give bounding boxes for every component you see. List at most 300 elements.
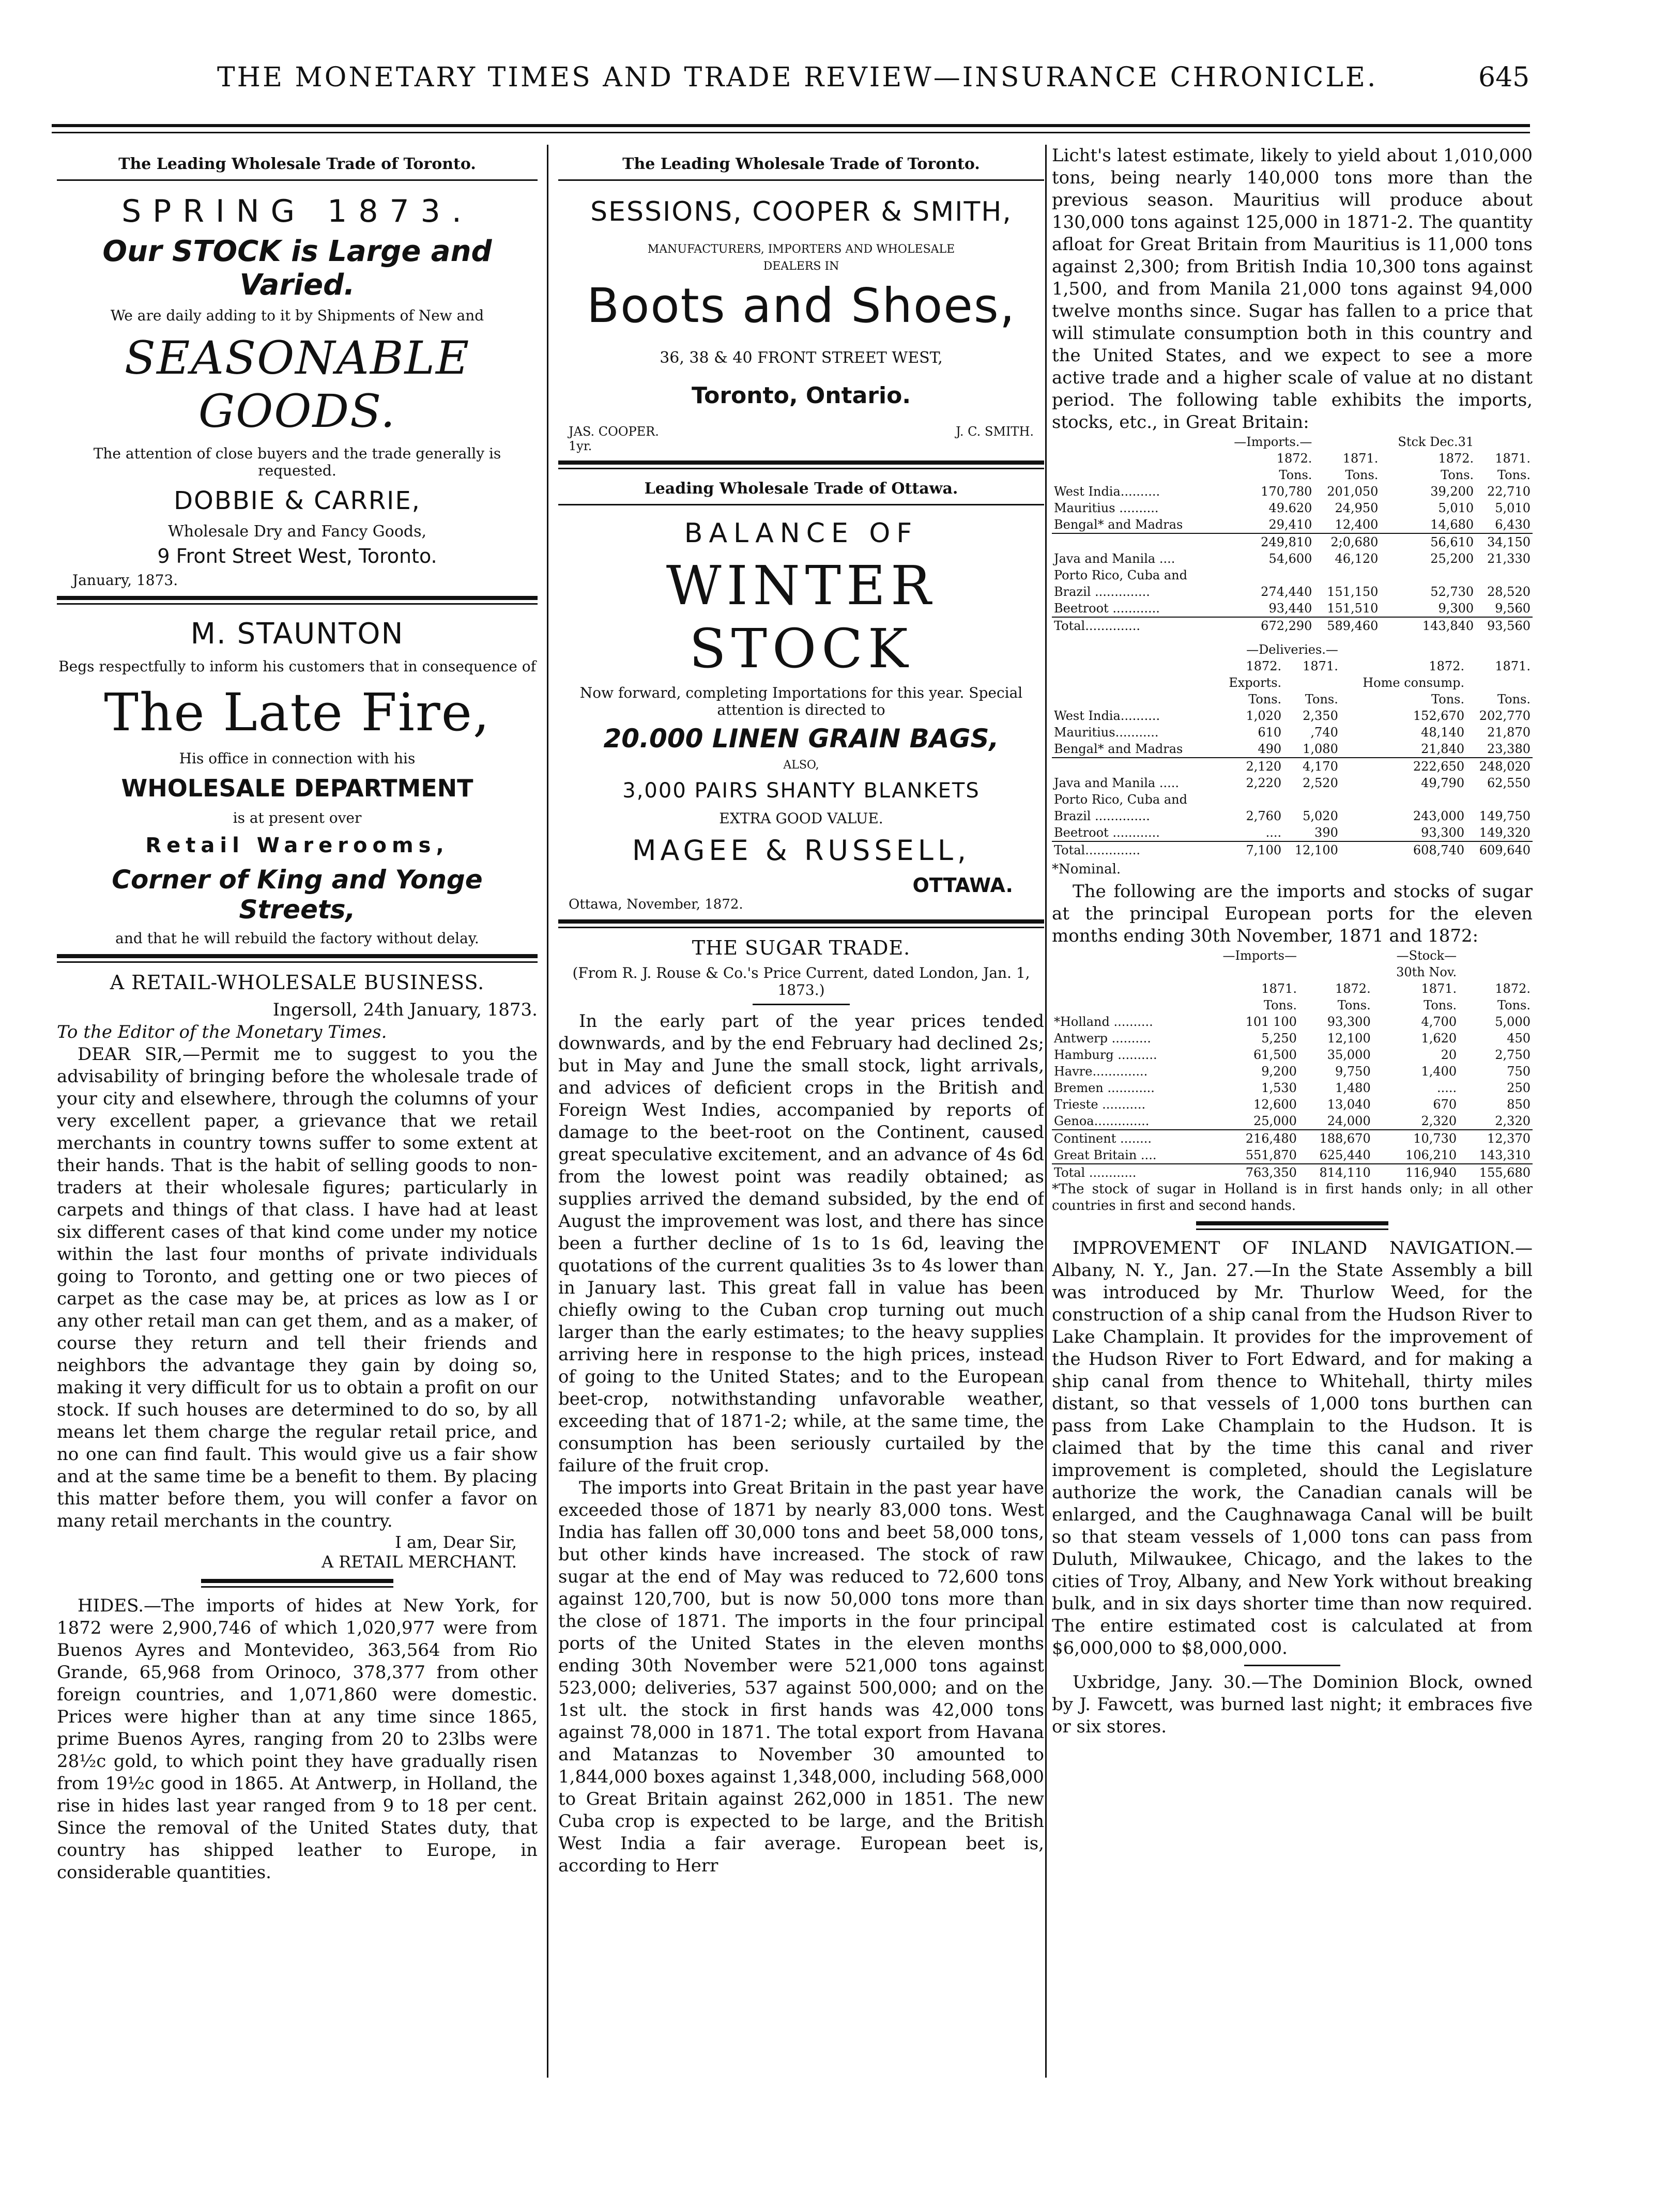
table-cell: 24,000 (1327, 1114, 1371, 1128)
table-cell: *Holland .......... (1054, 1015, 1153, 1029)
table-header-cell: 1872. (1246, 659, 1282, 673)
table-cell: 9,560 (1495, 601, 1531, 616)
ad-season: SPRING 1873. (121, 193, 473, 229)
table-cell: 6,430 (1495, 517, 1531, 532)
table-header-cell (1052, 434, 1216, 450)
article-paragraph: In the early part of the year prices tended downwards, and by the end February had declined 2s; but in May and June the small stock, light arrivals, and advices of deficient crops in the British and Foreign West Indies, accompanied by reports of damage to the beet-root on the Continent, caused great speculative excitement, and an advance of 4s 6d from the lowest point was readily obtained; as supplies arrived the demand subsided, by the end of August the improvement was lost, and there has since been a further decline of 1s to 1s 6d, leaving the quotations of the current qualities 3s to 4s lower than in January last. This great fall in value has been chiefly owing to the Cuban crop turning out much larger than the early estimates; to the heavy supplies arriving here in response to the high prices, instead of going to the United States; and to the European beet-crop, notwithstanding unfavorable weather, exceeding that of 1871-2; while, at the same time, the consumption has been seriously curtailed by the failure of the fruit crop. (558, 1011, 1044, 1476)
table-cell: 93,300 (1421, 825, 1465, 840)
table-cell (1052, 533, 1216, 550)
table-cell: 143,310 (1479, 1148, 1531, 1162)
divider (201, 1579, 393, 1588)
ad-line: Begs respectfully to inform his customers that in consequence of (58, 658, 536, 675)
table-cell: 48,140 (1421, 725, 1465, 740)
table-cell: ..... (1437, 1081, 1457, 1095)
ad-balance: BALANCE OF (684, 518, 919, 549)
ad-big-text: Boots and Shoes, (586, 278, 1016, 333)
table-header-cell (1195, 964, 1299, 980)
ad-kicker: Leading Wholesale Trade of Ottawa. (644, 480, 958, 498)
table-cell: 12,100 (1283, 841, 1340, 858)
table-cell: Porto Rico, Cuba and (1054, 792, 1187, 807)
table-cell: 1,480 (1335, 1081, 1371, 1095)
table-header-cell (1466, 674, 1533, 691)
ad-firm: SESSIONS, COOPER & SMITH, (590, 196, 1012, 227)
table-cell: Beetroot ............ (1054, 601, 1160, 616)
table-cell: 5,000 (1495, 1015, 1531, 1029)
article-hides: HIDES.—The imports of hides at New York, for 1872 were 2,900,746 of which 1,020,977 were from Buenos Ayres and Montevideo, 363,564 from Rio Grande, 65,968 from Orinoco, 378,377 from other foreign countries, and 1,071,860 were domestic. Prices were higher than at any time since 1865, prime Buenos Ayres, ranging from 20 to 23lbs were 28½c gold, to which point they have gradually risen from 19½c good in 1865. At Antwerp, in Holland, the rise in hides last year ranged from 9 to 18 per cent. Since the removal of the United States duty, that country has shipped leather to Europe, in considerable quantities. (57, 1595, 538, 1883)
table-footnote: *The stock of sugar in Holland is in first hands only; in all other countries in first and second hands. (1052, 1181, 1533, 1213)
ad-big-text: SEASONABLE GOODS. (124, 331, 470, 438)
table-cell: 450 (1507, 1031, 1531, 1046)
table-cell: 1,620 (1421, 1031, 1457, 1046)
article-title: A RETAIL-WHOLESALE BUSINESS. (110, 971, 485, 994)
ad-corner: Corner of King and Yonge Streets, (112, 865, 483, 925)
table-cell: 20 (1441, 1048, 1457, 1062)
article-title: IMPROVEMENT OF INLAND NAVIGATION. (1073, 1238, 1515, 1258)
advertisement-staunton (57, 617, 538, 947)
ad-warerooms: Retail Warerooms, (145, 834, 449, 857)
table-header-cell: —Imports— (1222, 948, 1297, 963)
table-cell: 56,610 (1380, 533, 1476, 550)
table-cell: 49.620 (1268, 501, 1312, 515)
table-cell: 54,600 (1268, 551, 1312, 566)
table-header-cell: Tons. (1497, 468, 1531, 482)
table-header-cell: Tons. (1424, 998, 1457, 1012)
table-cell: 9,200 (1261, 1064, 1297, 1079)
table-cell: 9,750 (1335, 1064, 1371, 1079)
table-cell: Antwerp .......... (1054, 1031, 1151, 1046)
ad-firm: DOBBIE & CARRIE, (174, 486, 421, 515)
table-cell: 149,320 (1479, 825, 1531, 840)
table-cell: 14,680 (1430, 517, 1474, 532)
header-rule (52, 124, 1530, 133)
ad-line: is at present over (233, 809, 362, 826)
page-number: 645 (1478, 62, 1530, 93)
table-cell: 4,700 (1421, 1015, 1457, 1029)
advertisement-sessions-cooper-smith (558, 155, 1044, 453)
column-separator-1 (547, 145, 548, 2078)
table-cell: Porto Rico, Cuba and (1054, 568, 1187, 582)
table-cell: Havre.............. (1054, 1064, 1148, 1079)
table-cell: 170,780 (1261, 484, 1312, 499)
table-cell: 116,940 (1373, 1164, 1459, 1181)
table-cell: 201,050 (1327, 484, 1379, 499)
table-header-cell (1299, 947, 1373, 964)
table-cell: 1,080 (1303, 742, 1338, 756)
table-row (1052, 1130, 1533, 1147)
table-header-cell: —Deliveries.— (1246, 642, 1338, 657)
ad-line: MANUFACTURERS, IMPORTERS AND WHOLESALE (647, 243, 955, 256)
table-cell: 149,750 (1479, 809, 1531, 823)
table-header-cell: Tons. (1248, 692, 1282, 706)
table-cell: .... (1265, 825, 1282, 840)
table-header-row (1052, 964, 1533, 980)
article-uxbridge: Uxbridge, Jany. 30.—The Dominion Block, owned by J. Fawcett, was burned last night; it embraces five or six stores. (1052, 1672, 1533, 1737)
table-row (1052, 1080, 1533, 1096)
table-header-cell: 1872. (1276, 451, 1312, 466)
ad-big-text: WINTER STOCK (666, 554, 937, 680)
table-header-cell: Stck Dec.31 (1398, 435, 1474, 449)
table-cell: 13,040 (1327, 1097, 1371, 1112)
ad-blankets: 3,000 PAIRS SHANTY BLANKETS (622, 779, 980, 803)
table-row (1052, 500, 1533, 516)
table-cell: 2,220 (1246, 776, 1282, 790)
table-cell: 1,020 (1246, 709, 1282, 723)
ad-department: WHOLESALE DEPARTMENT (121, 774, 473, 802)
column-separator-2 (1045, 145, 1047, 2078)
letter-body: DEAR SIR,—Permit me to suggest to you the advisability of bringing before the wholesale trade of your city and elsewhere, through the columns of your very excellent paper, a grievance that we retail merchants in country towns suffer to some extent at their hands. That is the habit of selling goods to non-traders at their wholesale figures; particularly in carpets and things of that class. I have had at least six different cases of that kind come under my notice within the last four months of private individuals going to Toronto, and getting one or two pieces of carpet as the case may be, at prices as low as I or any other retail man can get them, and as a maker, of course they return and tell their friends and neighbors the advantage they gain by doing so, making it very difficult for us to obtain a profit on our stock. If such houses are determined to do so, by all means let them charge the regular retail price, and no one can find fault. This would give us a fair show and at the same time be a benefit to them. By placing this matter before them, you will confer a favor on many retail merchants in the country. (57, 1044, 538, 1531)
table-row (1052, 841, 1533, 858)
table-gb-imports-stocks (1052, 434, 1533, 634)
table-cell: Great Britain .... (1054, 1148, 1157, 1162)
advertisement-magee-russell (558, 480, 1044, 912)
ad-trade: Wholesale Dry and Fancy Goods, (167, 523, 427, 541)
article-paragraph: The following are the imports and stocks of sugar at the principal European ports for the eleven months ending 30th November, 1871 and 1872: (1052, 881, 1533, 946)
table-cell: Brazil .............. (1054, 809, 1150, 823)
table-cell: 5,250 (1261, 1031, 1297, 1046)
table-header-cell: 30th Nov. (1396, 965, 1457, 979)
table-row (1052, 533, 1533, 550)
table-header-cell: 1871. (1261, 981, 1297, 996)
article-paragraph: The imports into Great Britain in the past year have exceeded those of 1871 by nearly 83,000 tons. West India has fallen off 30,000 tons and beet 58,000 tons, but other kinds have increased. The stock of raw sugar at the end of May was reduced to 72,600 tons against 120,700, but is now 50,000 tons more than the close of 1871. The imports in the four principal ports of the United States in the eleven months ending 30th November were 521,000 tons against 523,000; deliveries, 537 against 500,000; and on the 1st ult. the stock in first hands was 42,000 tons against 78,000 in 1871. The total export from Havana and Matanzas to November 30 amounted to 1,844,000 boxes against 1,348,000, including 568,000 to Great Britain against 262,000 in 1851. The new Cuba crop is expected to be large, and the British West India a fair average. European beet is, according to Herr (558, 1478, 1044, 1876)
article-sugar-trade (558, 936, 1044, 1877)
table-cell (1216, 791, 1283, 808)
table-cell: 21,330 (1487, 551, 1531, 566)
table-cell: 46,120 (1335, 551, 1379, 566)
ad-big-text: The Late Fire, (104, 682, 491, 743)
table-cell: Brazil .............. (1054, 585, 1150, 599)
table-cell: 12,400 (1335, 517, 1379, 532)
table-row (1052, 824, 1533, 841)
table-cell: 5,020 (1303, 809, 1338, 823)
table-header-cell: —Stock— (1396, 948, 1457, 963)
table-header-cell: Tons. (1305, 692, 1338, 706)
table-cell: 243,000 (1413, 809, 1465, 823)
divider (558, 919, 1044, 928)
table-cell: 2,750 (1495, 1048, 1531, 1062)
table-header-cell (1314, 434, 1380, 450)
ad-partner: J. C. SMITH. (956, 424, 1034, 439)
table-cell: 750 (1507, 1064, 1531, 1079)
ad-kicker: The Leading Wholesale Trade of Toronto. (622, 155, 980, 173)
table-cell: Java and Manila ..... (1054, 776, 1179, 790)
table-cell: 9,300 (1438, 601, 1474, 616)
table-cell: 12,370 (1459, 1130, 1533, 1147)
table-cell: 24,950 (1335, 501, 1379, 515)
table-cell: 12,600 (1253, 1097, 1297, 1112)
table-header-cell (1283, 674, 1340, 691)
table-cell: 490 (1258, 742, 1282, 756)
table-cell: 22,710 (1487, 484, 1531, 499)
table-header-cell (1052, 691, 1216, 708)
column-1 (57, 145, 538, 2078)
table-cell: 93,300 (1327, 1015, 1371, 1029)
advertisement-dobbie-carrie (57, 155, 538, 589)
ad-line: His office in connection with his (179, 750, 416, 767)
table-header-cell: Tons. (1279, 468, 1312, 482)
table-cell: 61,500 (1253, 1048, 1297, 1062)
table-header-cell: 1871. (1303, 659, 1338, 673)
table-header-cell (1459, 964, 1533, 980)
letter-salutation: To the Editor of the Monetary Times. (57, 1022, 387, 1042)
table-cell: 188,670 (1299, 1130, 1373, 1147)
table-header-cell: Tons. (1441, 468, 1474, 482)
ad-value: EXTRA GOOD VALUE. (719, 810, 883, 827)
article-source: (From R. J. Rouse & Co.'s Price Current, dated London, Jan. 1, 1873.) (572, 964, 1030, 999)
table-header-row (1052, 674, 1533, 691)
ad-firm: MAGEE & RUSSELL, (632, 834, 971, 867)
ad-partners (558, 424, 1044, 439)
divider (753, 1004, 850, 1005)
table-row (1052, 808, 1533, 824)
table-cell: 35,000 (1327, 1048, 1371, 1062)
table-header-cell: Tons. (1431, 692, 1465, 706)
table-row (1052, 483, 1533, 500)
table-cell: 49,790 (1421, 776, 1465, 790)
table-cell: 222,650 (1340, 758, 1466, 775)
table-cell: 670 (1433, 1097, 1457, 1112)
article-body: —Albany, N. Y., Jan. 27.—In the State Assembly a bill was introduced by Mr. Thurlow Weed, for the construction of a ship canal from the Hudson River to Lake Champlain. It provides for the improvement of the Hudson River to Fort Edward, and for making a ship canal from thence to Whitehall, thirty miles distant, so that vessels of 1,000 tons burthen can pass from Lake Champlain to the Hudson. It is claimed that by the time this canal and river improvement is completed, should the Legislature authorize the work, the Canadian canals will be enlarged, and the Caughnawaga Canal will be built so that steam vessels of 1,000 tons can pass from Duluth, Milwaukee, Chicago, and the lakes to the cities of Troy, Albany, and New York without breaking bulk, and in six days shorter time than now required. The entire estimated cost is calculated at from $6,000,000 to $8,000,000. (1052, 1238, 1533, 1658)
table-header-cell: Home consump. (1363, 675, 1465, 690)
table-row (1052, 1096, 1533, 1113)
table-header-cell: Tons. (1337, 998, 1371, 1012)
table-header-cell: Exports. (1229, 675, 1282, 690)
table-cell: Total.............. (1052, 841, 1216, 858)
table-cell: 2,350 (1303, 709, 1338, 723)
table-cell: Continent ........ (1052, 1130, 1195, 1147)
table-cell: 850 (1507, 1097, 1531, 1112)
table-european-ports (1052, 947, 1533, 1181)
ad-city: Toronto, Ontario. (691, 382, 911, 409)
table-cell: 143,840 (1380, 617, 1476, 634)
ad-line: The attention of close buyers and the trade generally is requested. (93, 445, 501, 479)
table-cell: Bremen ............ (1054, 1081, 1155, 1095)
table-cell: 625,440 (1319, 1148, 1371, 1162)
table-cell: 2,760 (1246, 809, 1282, 823)
table-row (1052, 1063, 1533, 1080)
table-cell: 2;0,680 (1314, 533, 1380, 550)
table-header-cell (1459, 947, 1533, 964)
table-cell: 152,670 (1413, 709, 1465, 723)
table-cell: Java and Manila .... (1054, 551, 1175, 566)
table-cell: 25,000 (1253, 1114, 1297, 1128)
table-cell (1052, 758, 1216, 775)
table-cell: 2,320 (1421, 1114, 1457, 1128)
article-title: THE SUGAR TRADE. (692, 936, 911, 959)
table-header-cell (1052, 997, 1195, 1013)
table-header-cell: Tons. (1263, 998, 1297, 1012)
table-cell: Beetroot ............ (1054, 825, 1160, 840)
table-cell: 248,020 (1466, 758, 1533, 775)
table-cell (1216, 567, 1314, 583)
table-cell: West India.......... (1054, 484, 1160, 499)
letter-dateline: Ingersoll, 24th January, 1873. (272, 1000, 538, 1020)
divider (1196, 1221, 1388, 1230)
table-row (1052, 1147, 1533, 1164)
ad-line: Now forward, completing Importations for this year. Special attention is directed to (579, 684, 1023, 718)
table-cell: 10,730 (1373, 1130, 1459, 1147)
column-2 (558, 145, 1044, 2078)
table-cell: 34,150 (1476, 533, 1533, 550)
table-cell (1380, 567, 1476, 583)
table-cell: 390 (1314, 825, 1338, 840)
table-header-cell: —Imports.— (1234, 435, 1312, 449)
table-header-cell: 1871. (1342, 451, 1379, 466)
table-header-cell: Tons. (1345, 468, 1379, 482)
table-cell (1476, 567, 1533, 583)
table-cell: 25,200 (1430, 551, 1474, 566)
table-row (1052, 617, 1533, 634)
table-row (1052, 1013, 1533, 1030)
table-cell: Bengal* and Madras (1054, 517, 1183, 532)
table-cell: Trieste ........... (1054, 1097, 1146, 1112)
table-cell: 28,520 (1487, 585, 1531, 599)
table-header-cell: 1872. (1429, 659, 1465, 673)
table-cell: 274,440 (1261, 585, 1312, 599)
divider (57, 954, 538, 963)
table-row (1052, 1047, 1533, 1063)
table-header-cell (1052, 658, 1216, 674)
table-cell: 5,010 (1438, 501, 1474, 515)
table-cell: 2,320 (1495, 1114, 1531, 1128)
table-cell: Hamburg .......... (1054, 1048, 1157, 1062)
table-row (1052, 516, 1533, 533)
ad-year: 1yr. (569, 439, 592, 453)
ad-headline: Our STOCK is Large and Varied. (102, 235, 492, 302)
table-header-row (1052, 450, 1533, 467)
article-paragraph: Licht's latest estimate, likely to yield about 1,010,000 tons, being nearly 140,000 tons more than the previous season. Mauritius will produce about 130,000 tons against 125,000 in 1871-2. The quantity afloat for Great Britain from Mauritius is 11,000 tons against 2,300; from British India 10,300 tons against 1,500, and from Manila 21,000 tons against 94,000 twelve months since. Sugar has fallen to a price that will stimulate consumption both in this country and the United States, and we expect to see a more active trade and a higher scale of value at no distant period. The following table exhibits the imports, stocks, etc., in Great Britain: (1052, 145, 1533, 433)
table-cell: West India.......... (1054, 709, 1160, 723)
table-cell: Mauritius........... (1054, 725, 1159, 740)
ad-date: Ottawa, November, 1872. (569, 897, 743, 912)
table-cell: 106,210 (1405, 1148, 1457, 1162)
table-cell: 93,440 (1268, 601, 1312, 616)
table-header-cell (1052, 450, 1216, 467)
table-row (1052, 724, 1533, 741)
table-header-row (1052, 434, 1533, 450)
table-cell: 23,380 (1487, 742, 1531, 756)
table-cell: 2,120 (1216, 758, 1283, 775)
table-header-cell: 1871. (1495, 659, 1531, 673)
table-header-row (1052, 947, 1533, 964)
table-header-row (1052, 658, 1533, 674)
table-cell: Mauritius .......... (1054, 501, 1159, 515)
table-header-cell (1052, 964, 1195, 980)
table-cell: 610 (1258, 725, 1282, 740)
table-cell: 7,100 (1216, 841, 1283, 858)
table-cell: Total.............. (1052, 617, 1216, 634)
table-header-cell: 1871. (1421, 981, 1457, 996)
table-cell: 21,840 (1421, 742, 1465, 756)
table-header-cell (1052, 980, 1195, 997)
table-gb-deliveries (1052, 641, 1533, 858)
letter-closing: I am, Dear Sir, (395, 1532, 517, 1552)
table-cell: 151,150 (1327, 585, 1379, 599)
ad-date: January, 1873. (72, 572, 178, 589)
table-header-cell: 1872. (1335, 981, 1371, 996)
table-cell: 29,410 (1268, 517, 1312, 532)
table-cell: Total ............ (1052, 1164, 1195, 1181)
table-row (1052, 1030, 1533, 1047)
divider (57, 596, 538, 605)
table-row (1052, 741, 1533, 758)
divider (57, 179, 538, 181)
table-header-row (1052, 641, 1533, 658)
table-cell: 763,350 (1195, 1164, 1299, 1181)
running-title: THE MONETARY TIMES AND TRADE REVIEW—INSURANCE CHRONICLE. (217, 62, 1378, 93)
table-row (1052, 708, 1533, 724)
ad-also: ALSO, (783, 759, 819, 772)
table-row (1052, 791, 1533, 808)
table-header-cell (1476, 434, 1533, 450)
table-row (1052, 1164, 1533, 1181)
table-cell: 202,770 (1479, 709, 1531, 723)
table-cell: ,740 (1310, 725, 1338, 740)
table-header-row (1052, 467, 1533, 483)
table-cell (1314, 567, 1380, 583)
table-row (1052, 1113, 1533, 1130)
table-cell: 21,870 (1487, 725, 1531, 740)
table-header-cell (1299, 964, 1373, 980)
table-header-cell: Tons. (1497, 998, 1531, 1012)
table-header-cell: Tons. (1497, 692, 1531, 706)
table-header-cell (1052, 674, 1216, 691)
table-cell: 52,730 (1430, 585, 1474, 599)
table-cell: 93,560 (1476, 617, 1533, 634)
table-header-cell: 1872. (1438, 451, 1474, 466)
table-header-row (1052, 691, 1533, 708)
table-row (1052, 775, 1533, 791)
table-header-row (1052, 980, 1533, 997)
ad-address: 36, 38 & 40 FRONT STREET WEST, (660, 349, 943, 367)
column-3 (1052, 145, 1533, 2078)
table-cell: 2,520 (1303, 776, 1338, 790)
letter-retail-wholesale (57, 971, 538, 1572)
table-header-cell: 1872. (1495, 981, 1531, 996)
table-cell: 101 100 (1245, 1015, 1297, 1029)
table-cell: 62,550 (1487, 776, 1531, 790)
table-cell: 151,510 (1327, 601, 1379, 616)
ad-line: DEALERS IN (763, 260, 839, 273)
table-cell: 814,110 (1299, 1164, 1373, 1181)
ad-address: 9 Front Street West, Toronto. (157, 545, 437, 567)
table-header-cell (1052, 947, 1195, 964)
table-cell: 1,400 (1421, 1064, 1457, 1079)
table-cell: 4,170 (1283, 758, 1340, 775)
ad-kicker: The Leading Wholesale Trade of Toronto. (118, 155, 476, 173)
table-header-cell (1052, 467, 1216, 483)
divider (1244, 1665, 1340, 1666)
table-cell: 672,290 (1216, 617, 1314, 634)
table-row (1052, 758, 1533, 775)
table-cell: 155,680 (1459, 1164, 1533, 1181)
divider (558, 460, 1044, 469)
table-cell (1340, 791, 1466, 808)
table-cell: 12,100 (1327, 1031, 1371, 1046)
table-cell (1283, 791, 1340, 808)
table-cell (1466, 791, 1533, 808)
ad-partner: JAS. COOPER. (569, 424, 659, 439)
table-cell: 608,740 (1340, 841, 1466, 858)
table-cell: 39,200 (1430, 484, 1474, 499)
ad-name: M. STAUNTON (190, 617, 404, 651)
table-row (1052, 567, 1533, 583)
table-header-row (1052, 997, 1533, 1013)
table-row (1052, 583, 1533, 600)
table-cell: Genoa.............. (1054, 1114, 1150, 1128)
table-cell: 250 (1507, 1081, 1531, 1095)
ad-bags: 20.000 LINEN GRAIN BAGS, (603, 724, 999, 754)
table-cell: 249,810 (1216, 533, 1314, 550)
